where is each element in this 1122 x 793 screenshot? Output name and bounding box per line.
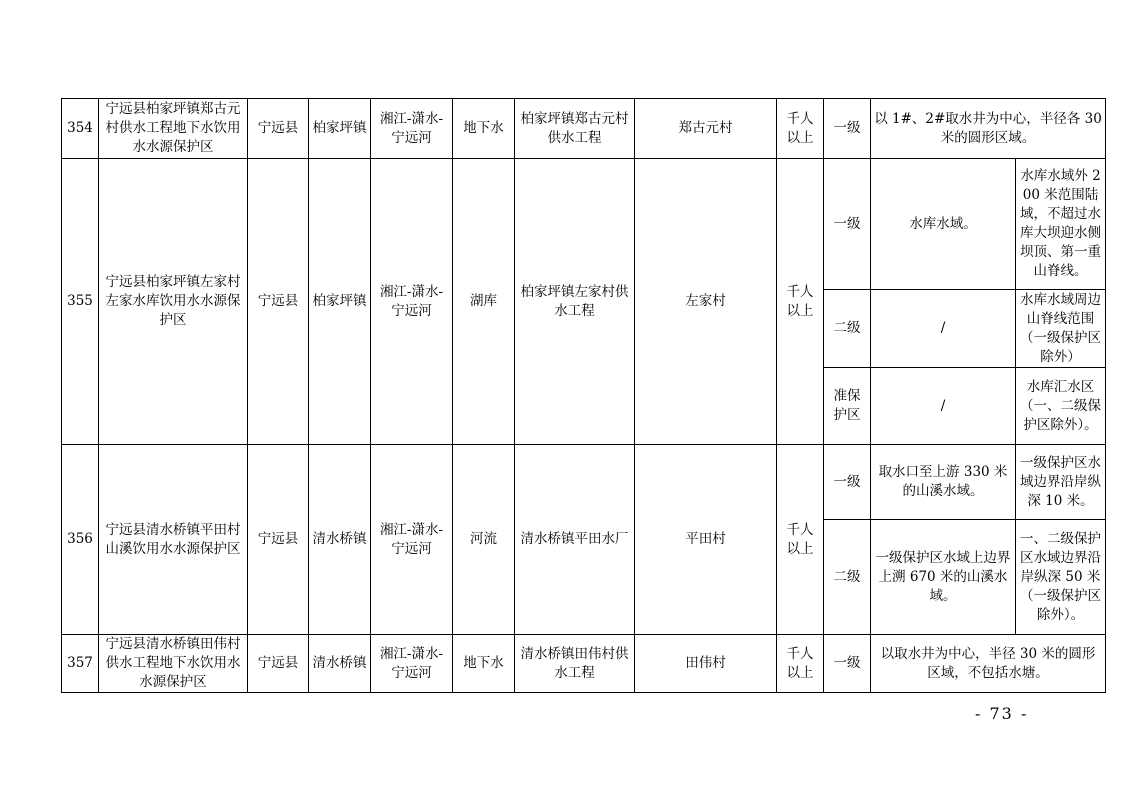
county-cell: 宁远县 (248, 445, 309, 635)
county-cell: 宁远县 (248, 159, 309, 445)
river-system-cell: 湘江-潇水-宁远河 (371, 99, 453, 159)
zone-level-cell: 二级 (824, 290, 871, 368)
water-range-cell: 水库水域。 (871, 159, 1016, 290)
zone-range-cell: 以取水井为中心，半径 30 米的圆形区域，不包括水塘。 (871, 635, 1106, 693)
protection-area-name: 宁远县柏家坪镇郑古元村供水工程地下水饮用水水源保护区 (99, 99, 248, 159)
county-cell: 宁远县 (248, 99, 309, 159)
project-cell: 清水桥镇田伟村供水工程 (515, 635, 635, 693)
land-range-cell: 水库水域外 200 米范围陆域，不超过水库大坝迎水侧坝顶、第一重山脊线。 (1016, 159, 1106, 290)
scale-cell: 千人以上 (777, 99, 824, 159)
row-number: 357 (62, 635, 99, 693)
scale-cell: 千人以上 (777, 635, 824, 693)
project-cell: 柏家坪镇郑古元村供水工程 (515, 99, 635, 159)
river-system-cell: 湘江-潇水-宁远河 (371, 445, 453, 635)
protection-area-name: 宁远县清水桥镇平田村山溪饮用水水源保护区 (99, 445, 248, 635)
river-system-cell: 湘江-潇水-宁远河 (371, 635, 453, 693)
row-number: 355 (62, 159, 99, 445)
land-range-cell: 水库汇水区（一、二级保护区除外）。 (1016, 368, 1106, 445)
source-type-cell: 湖库 (453, 159, 515, 445)
project-cell: 清水桥镇平田水厂 (515, 445, 635, 635)
village-cell: 郑古元村 (635, 99, 777, 159)
table-row (62, 445, 1106, 520)
scale-cell: 千人以上 (777, 159, 824, 445)
zone-level-cell: 二级 (824, 520, 871, 635)
row-number: 356 (62, 445, 99, 635)
zone-level-cell: 准保护区 (824, 368, 871, 445)
zone-level-cell: 一级 (824, 635, 871, 693)
land-range-cell: 一级保护区水域边界沿岸纵深 10 米。 (1016, 445, 1106, 520)
zone-level-cell: 一级 (824, 445, 871, 520)
water-range-cell: / (871, 368, 1016, 445)
source-type-cell: 地下水 (453, 635, 515, 693)
row-number: 354 (62, 99, 99, 159)
page-number: - 73 - (975, 704, 1029, 723)
table-row (62, 99, 1106, 159)
town-cell: 柏家坪镇 (309, 159, 371, 445)
scale-cell: 千人以上 (777, 445, 824, 635)
water-source-protection-table (61, 98, 1106, 693)
zone-level-cell: 一级 (824, 99, 871, 159)
source-type-cell: 河流 (453, 445, 515, 635)
protection-area-name: 宁远县清水桥镇田伟村供水工程地下水饮用水水源保护区 (99, 635, 248, 693)
town-cell: 清水桥镇 (309, 635, 371, 693)
village-cell: 平田村 (635, 445, 777, 635)
land-range-cell: 一、二级保护区水域边界沿岸纵深 50 米（一级保护区除外）。 (1016, 520, 1106, 635)
village-cell: 左家村 (635, 159, 777, 445)
source-type-cell: 地下水 (453, 99, 515, 159)
table-row (62, 159, 1106, 290)
table-row (62, 635, 1106, 693)
village-cell: 田伟村 (635, 635, 777, 693)
zone-level-cell: 一级 (824, 159, 871, 290)
zone-range-cell: 以 1#、2#取水井为中心，半径各 30 米的圆形区域。 (871, 99, 1106, 159)
river-system-cell: 湘江-潇水-宁远河 (371, 159, 453, 445)
water-range-cell: 一级保护区水域上边界上溯 670 米的山溪水域。 (871, 520, 1016, 635)
land-range-cell: 水库水域周边山脊线范围（一级保护区除外） (1016, 290, 1106, 368)
protection-area-name: 宁远县柏家坪镇左家村左家水库饮用水水源保护区 (99, 159, 248, 445)
county-cell: 宁远县 (248, 635, 309, 693)
water-range-cell: / (871, 290, 1016, 368)
town-cell: 柏家坪镇 (309, 99, 371, 159)
project-cell: 柏家坪镇左家村供水工程 (515, 159, 635, 445)
town-cell: 清水桥镇 (309, 445, 371, 635)
water-range-cell: 取水口至上游 330 米的山溪水域。 (871, 445, 1016, 520)
